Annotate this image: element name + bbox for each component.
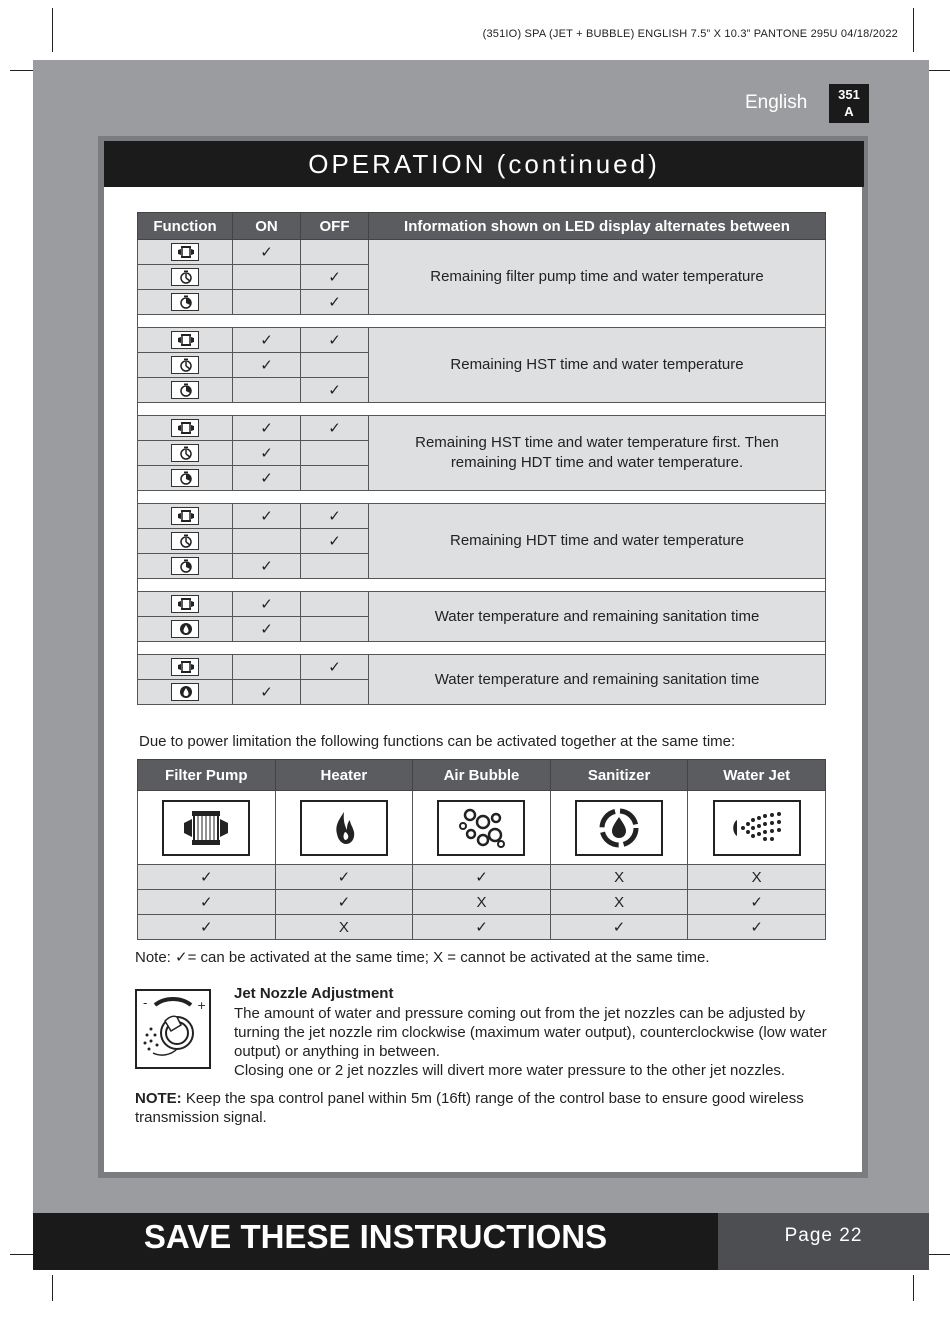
led-info-cell: Remaining HST time and water temperature first. Then remaining HDT time and water temperature.	[369, 416, 826, 491]
func-header-sanitizer: Sanitizer	[550, 760, 688, 791]
off-cell: ✓	[301, 378, 369, 403]
on-cell: ✓	[233, 466, 301, 491]
filter-pump-icon	[171, 243, 199, 261]
filter-pump-icon	[171, 331, 199, 349]
save-instructions-banner: SAVE THESE INSTRUCTIONS	[33, 1213, 718, 1270]
compat-cell: ✓	[688, 890, 826, 915]
table-row	[138, 655, 826, 680]
func-icon-cell	[688, 791, 826, 865]
timer-end-icon	[171, 557, 199, 575]
air-bubble-icon	[437, 800, 525, 856]
on-cell	[233, 655, 301, 680]
timer-start-icon	[171, 444, 199, 462]
timer-end-icon	[171, 469, 199, 487]
compat-cell: ✓	[688, 915, 826, 940]
table-row	[138, 328, 826, 353]
filter-pump-icon	[171, 419, 199, 437]
model-badge	[829, 84, 869, 123]
compat-cell: X	[688, 865, 826, 890]
op-header-on: ON	[233, 213, 301, 240]
compat-cell: X	[413, 890, 551, 915]
timer-start-icon	[171, 356, 199, 374]
on-cell: ✓	[233, 680, 301, 705]
led-info-cell: Remaining filter pump time and water temperature	[369, 240, 826, 315]
off-cell	[301, 240, 369, 265]
off-cell	[301, 617, 369, 642]
function-cell	[138, 416, 233, 441]
sanitizer-icon	[171, 683, 199, 701]
heater-flame-icon	[300, 800, 388, 856]
off-cell: ✓	[301, 416, 369, 441]
compat-cell: ✓	[275, 865, 413, 890]
model-number: 351	[838, 87, 860, 102]
crop-mark	[52, 1275, 53, 1301]
sanitizer-icon	[171, 620, 199, 638]
compat-cell: ✓	[138, 890, 276, 915]
page-number: Page 22	[718, 1213, 929, 1270]
off-cell	[301, 680, 369, 705]
on-cell: ✓	[233, 416, 301, 441]
jet-nozzle-title: Jet Nozzle Adjustment	[234, 985, 394, 1002]
group-separator	[138, 491, 826, 504]
compat-cell: ✓	[138, 915, 276, 940]
function-cell	[138, 504, 233, 529]
wireless-note-text: Keep the spa control panel within 5m (16ft) range of the control base to ensure good wireless transmission signal.	[135, 1090, 804, 1126]
group-separator	[138, 315, 826, 328]
compat-cell: ✓	[413, 865, 551, 890]
led-info-cell: Water temperature and remaining sanitation time	[369, 592, 826, 642]
function-cell	[138, 617, 233, 642]
compat-cell: X	[275, 915, 413, 940]
off-cell	[301, 466, 369, 491]
op-header-info: Information shown on LED display alternates between	[369, 213, 826, 240]
compat-cell: ✓	[138, 865, 276, 890]
function-table	[137, 759, 826, 940]
crop-mark	[913, 8, 914, 52]
separator-cell	[138, 315, 826, 328]
function-cell	[138, 353, 233, 378]
off-cell	[301, 353, 369, 378]
table-row	[138, 592, 826, 617]
crop-mark	[913, 1275, 914, 1301]
group-separator	[138, 642, 826, 655]
off-cell: ✓	[301, 290, 369, 315]
on-cell	[233, 378, 301, 403]
function-table-body	[138, 791, 826, 940]
wireless-note-label: NOTE:	[135, 1090, 182, 1107]
func-icon-cell	[550, 791, 688, 865]
op-header-function: Function	[138, 213, 233, 240]
compat-cell: X	[550, 865, 688, 890]
sanitizer-icon	[575, 800, 663, 856]
group-separator	[138, 403, 826, 416]
table-row	[138, 504, 826, 529]
off-cell: ✓	[301, 328, 369, 353]
func-header-water-jet: Water Jet	[688, 760, 826, 791]
off-cell: ✓	[301, 529, 369, 554]
on-cell: ✓	[233, 240, 301, 265]
water-jet-icon	[713, 800, 801, 856]
operation-table	[137, 212, 826, 705]
on-cell: ✓	[233, 441, 301, 466]
timer-end-icon	[171, 381, 199, 399]
timer-start-icon	[171, 268, 199, 286]
func-icon-cell	[275, 791, 413, 865]
function-cell	[138, 554, 233, 579]
function-cell	[138, 655, 233, 680]
off-cell	[301, 441, 369, 466]
jet-nozzle-body	[234, 1004, 834, 1080]
jet-nozzle-text-2: Closing one or 2 jet nozzles will divert more water pressure to the other jet nozzles.	[234, 1062, 786, 1079]
power-limit-text: Due to power limitation the following functions can be activated together at the same time:	[139, 733, 736, 750]
language-label: English	[745, 92, 808, 113]
off-cell: ✓	[301, 504, 369, 529]
separator-cell	[138, 642, 826, 655]
off-cell	[301, 592, 369, 617]
filter-pump-icon	[171, 658, 199, 676]
svg-text:+: +	[197, 999, 207, 1012]
op-header-off: OFF	[301, 213, 369, 240]
filter-pump-icon	[171, 507, 199, 525]
print-info: (351IO) SPA (JET + BUBBLE) ENGLISH 7.5” X 10.3” PANTONE 295U 04/18/2022	[482, 28, 898, 40]
off-cell	[301, 554, 369, 579]
compat-cell: ✓	[413, 915, 551, 940]
table-row	[138, 915, 826, 940]
function-cell	[138, 378, 233, 403]
group-separator	[138, 579, 826, 592]
function-cell	[138, 328, 233, 353]
table-row	[138, 240, 826, 265]
led-info-cell: Water temperature and remaining sanitation time	[369, 655, 826, 705]
filter-pump-icon	[171, 595, 199, 613]
function-cell	[138, 265, 233, 290]
jet-nozzle-icon	[135, 989, 211, 1069]
jet-nozzle-text: The amount of water and pressure coming out from the jet nozzles can be adjusted by turning the jet nozzle rim clockwise (maximum water output), counterclockwise (low water output) or anything in between.	[234, 1005, 827, 1060]
on-cell: ✓	[233, 617, 301, 642]
separator-cell	[138, 403, 826, 416]
off-cell: ✓	[301, 265, 369, 290]
on-cell: ✓	[233, 328, 301, 353]
on-cell	[233, 290, 301, 315]
func-header-air-bubble: Air Bubble	[413, 760, 551, 791]
led-info-cell: Remaining HST time and water temperature	[369, 328, 826, 403]
compat-cell: ✓	[275, 890, 413, 915]
section-title: OPERATION (continued)	[104, 141, 864, 187]
svg-text:-: -	[143, 996, 148, 1010]
func-icon-cell	[138, 791, 276, 865]
function-cell	[138, 441, 233, 466]
on-cell	[233, 529, 301, 554]
filter-pump-icon	[162, 800, 250, 856]
function-cell	[138, 466, 233, 491]
on-cell: ✓	[233, 592, 301, 617]
led-info-cell: Remaining HDT time and water temperature	[369, 504, 826, 579]
crop-mark	[52, 8, 53, 52]
off-cell: ✓	[301, 655, 369, 680]
table-row	[138, 890, 826, 915]
function-cell	[138, 240, 233, 265]
func-header-heater: Heater	[275, 760, 413, 791]
compat-cell: ✓	[550, 915, 688, 940]
timer-start-icon	[171, 532, 199, 550]
table-row	[138, 416, 826, 441]
timer-end-icon	[171, 293, 199, 311]
model-letter: A	[844, 104, 854, 119]
legend-note: Note: ✓= can be activated at the same time; X = cannot be activated at the same time.	[135, 949, 710, 966]
wireless-note	[135, 1089, 835, 1127]
on-cell	[233, 265, 301, 290]
on-cell: ✓	[233, 353, 301, 378]
separator-cell	[138, 491, 826, 504]
operation-table-body	[138, 240, 826, 705]
function-cell	[138, 592, 233, 617]
function-icon-row	[138, 791, 826, 865]
function-cell	[138, 529, 233, 554]
on-cell: ✓	[233, 504, 301, 529]
func-icon-cell	[413, 791, 551, 865]
function-cell	[138, 680, 233, 705]
function-cell	[138, 290, 233, 315]
func-header-filter-pump: Filter Pump	[138, 760, 276, 791]
table-row	[138, 865, 826, 890]
separator-cell	[138, 579, 826, 592]
on-cell: ✓	[233, 554, 301, 579]
compat-cell: X	[550, 890, 688, 915]
